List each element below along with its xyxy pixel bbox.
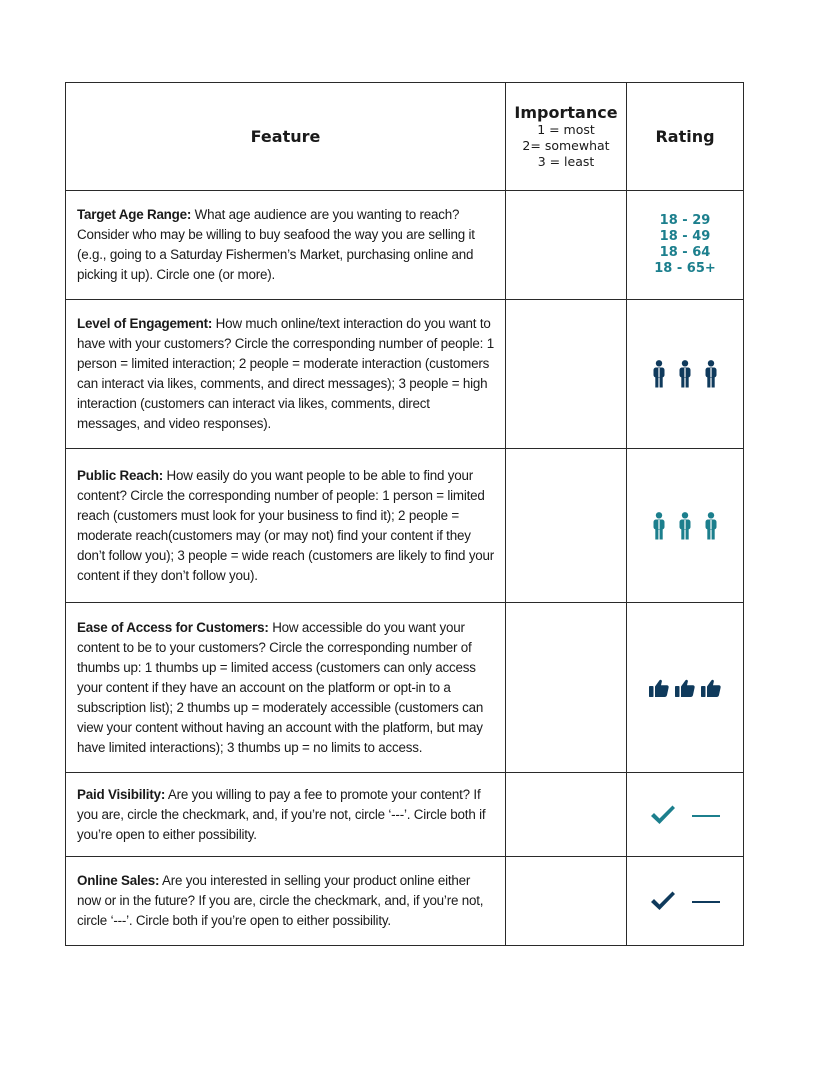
- table-row: [66, 857, 744, 946]
- feature-header: Feature: [66, 83, 506, 191]
- feature-description: [66, 603, 506, 773]
- header-row: [66, 83, 744, 191]
- rating-cell: [627, 300, 744, 449]
- feature-text: How much online/text interaction do you want to have with your customers? Circle the corresponding number of people: 1 person = limited interaction; 2 people = moderate interaction (customers can interact via likes, comments, and direct messages); 3 people = high interaction (customers can interact via likes, comments, direct messages, and video responses).: [77, 316, 494, 431]
- checkmark-icon[interactable]: [650, 804, 676, 826]
- table-row: [66, 300, 744, 449]
- importance-scale-3: 3 = least: [537, 154, 595, 169]
- importance-title: Importance: [514, 103, 618, 122]
- feature-title: Paid Visibility:: [77, 786, 166, 802]
- feature-text: What age audience are you wanting to reach? Consider who may be willing to buy seafood the way you are selling it (e.g., going to a Saturday Fishermen’s Market, purchasing online and picking it up). Circle one (or more).: [77, 207, 475, 282]
- thumbs-up-icon[interactable]: [675, 679, 695, 697]
- feature-title: Public Reach:: [77, 467, 163, 483]
- table-row: [66, 603, 744, 773]
- rating-header: Rating: [627, 83, 744, 191]
- checkmark-icon[interactable]: [650, 890, 676, 912]
- importance-cell[interactable]: [506, 773, 627, 857]
- table-row: [66, 191, 744, 300]
- feature-text: How accessible do you want your content to be to your customers? Circle the corresponding number of thumbs up: 1 thumbs up = limited access (customers can only access your content if they have an account on the platform or opt-in to a subscription list); 2 thumbs up = moderately accessible (customers can view your content without having an account with the platform, but may have limited interactions); 3 thumbs up = no limits to access.: [77, 619, 484, 755]
- person-icon[interactable]: [652, 512, 666, 540]
- rating-cell: [627, 603, 744, 773]
- importance-cell[interactable]: [506, 603, 627, 773]
- person-icon[interactable]: [704, 512, 718, 540]
- rating-cell: [627, 191, 744, 300]
- age-option[interactable]: 18 - 64: [659, 245, 711, 260]
- feature-title: Level of Engagement:: [77, 316, 213, 331]
- importance-cell[interactable]: [506, 449, 627, 603]
- feature-text: How easily do you want people to be able to find your content? Circle the corresponding number of people: 1 person = limited reach (customers must look for your business to find it); 2 people = moderate reach(customers may (or may not) find your content if they don’t follow you); 3 people = wide reach (customers are likely to find your content if they don’t follow you).: [77, 467, 495, 583]
- importance-scale-1: 1 = most: [537, 122, 595, 137]
- feature-description: [66, 300, 506, 449]
- table-row: [66, 449, 744, 603]
- importance-scale-2: 2= somewhat: [522, 138, 610, 153]
- thumbs-up-icon[interactable]: [701, 679, 721, 697]
- person-icon[interactable]: [678, 360, 692, 388]
- age-option[interactable]: 18 - 49: [659, 229, 711, 244]
- feature-text: Are you interested in selling your product online either now or in the future? If you are, circle the checkmark, and, if you’re not, circle ‘---’. Circle both if you’re open to either possibility.: [77, 873, 484, 928]
- feature-rating-table: [65, 82, 744, 946]
- person-icon[interactable]: [652, 360, 666, 388]
- age-option[interactable]: 18 - 65+: [654, 261, 716, 276]
- importance-cell[interactable]: [506, 191, 627, 300]
- age-option[interactable]: 18 - 29: [659, 213, 711, 228]
- feature-description: [66, 773, 506, 857]
- feature-text: Are you willing to pay a fee to promote your content? If you are, circle the checkmark, and, if you’re not, circle ‘---’. Circle both if you’re open to either possibility.: [77, 786, 486, 842]
- dash-icon[interactable]: [692, 890, 720, 912]
- feature-description: [66, 191, 506, 300]
- rating-cell: [627, 449, 744, 603]
- rating-cell: [627, 773, 744, 857]
- feature-title: Ease of Access for Customers:: [77, 619, 269, 635]
- importance-cell[interactable]: [506, 857, 627, 946]
- feature-description: [66, 857, 506, 946]
- importance-header: [506, 83, 627, 191]
- feature-description: [66, 449, 506, 603]
- importance-cell[interactable]: [506, 300, 627, 449]
- person-icon[interactable]: [678, 512, 692, 540]
- table-row: [66, 773, 744, 857]
- feature-title: Online Sales:: [77, 873, 160, 888]
- feature-title: Target Age Range:: [77, 207, 192, 222]
- person-icon[interactable]: [704, 360, 718, 388]
- dash-icon[interactable]: [692, 804, 720, 826]
- thumbs-up-icon[interactable]: [649, 679, 669, 697]
- rating-cell: [627, 857, 744, 946]
